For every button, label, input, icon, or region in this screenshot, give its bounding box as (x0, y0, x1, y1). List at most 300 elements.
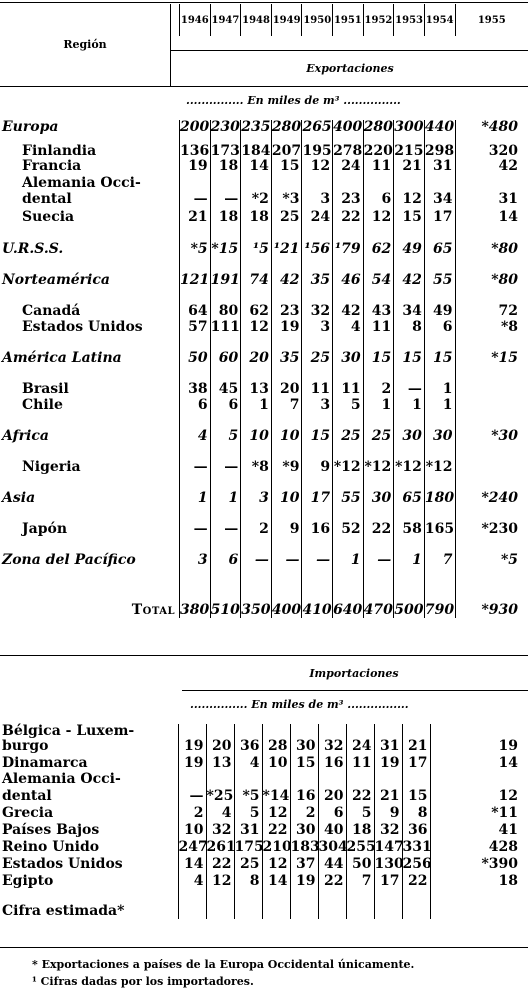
cell-value (374, 889, 402, 919)
cell-value: 298 (424, 135, 455, 159)
cell-value (180, 174, 211, 191)
cell-value: *5 (455, 537, 528, 568)
total-value: 350 (241, 568, 272, 618)
table-row (0, 397, 528, 413)
cell-value: 15 (394, 335, 425, 366)
cell-value: 22 (262, 821, 290, 838)
table-row (0, 537, 528, 568)
cell-value (206, 724, 234, 739)
cell-value: 25 (333, 413, 364, 444)
total-label: Total (131, 602, 176, 618)
cell-value: 52 (333, 506, 364, 537)
cell-value: 22 (206, 855, 234, 872)
top-rule (0, 2, 528, 3)
cell-value (346, 724, 374, 739)
cell-value: 62 (363, 225, 394, 257)
year-col: 1953 (394, 4, 425, 36)
cell-value: 11 (346, 754, 374, 771)
table-row (0, 207, 528, 225)
cell-value: *12 (394, 444, 425, 475)
cell-value: 12 (302, 159, 333, 174)
cell-value: 80 (210, 288, 241, 319)
cell-value: — (178, 787, 206, 804)
cell-value (290, 771, 318, 787)
cell-value: 19 (271, 319, 302, 335)
cell-value: 6 (180, 397, 211, 413)
cell-value (346, 889, 374, 919)
cell-value: 38 (180, 366, 211, 397)
cell-value: 14 (178, 855, 206, 872)
cell-value (262, 889, 290, 919)
table-row (0, 804, 528, 821)
cell-value: 195 (302, 135, 333, 159)
cell-value: 19 (290, 872, 318, 889)
cell-value: *80 (455, 225, 528, 257)
cell-value: 24 (302, 207, 333, 225)
cell-value: — (210, 444, 241, 475)
row-label: Francia (22, 158, 82, 174)
cell-value (455, 366, 528, 397)
row-label: Alemania Occi- (2, 771, 121, 787)
cell-value: *11 (430, 804, 528, 821)
cell-value: *15 (455, 335, 528, 366)
cell-value: 30 (363, 475, 394, 506)
row-label: Estados Unidos (2, 856, 123, 872)
exports-title: Exportaciones (306, 62, 394, 75)
cell-value: 10 (178, 821, 206, 838)
cell-value (455, 397, 528, 413)
cell-value: 5 (346, 804, 374, 821)
cell-value: ¹21 (271, 225, 302, 257)
cell-value: 440 (424, 119, 455, 135)
row-label: dental (2, 788, 52, 804)
cell-value: — (241, 537, 272, 568)
cell-value: 42 (455, 159, 528, 174)
year-col: 1952 (363, 4, 394, 36)
cell-value: 278 (333, 135, 364, 159)
cell-value (424, 174, 455, 191)
cell-value: 10 (262, 754, 290, 771)
cell-value: 55 (424, 257, 455, 288)
table-row (0, 506, 528, 537)
cell-value (374, 724, 402, 739)
cell-value (178, 724, 206, 739)
cell-value (318, 889, 346, 919)
cell-value: 15 (290, 754, 318, 771)
cell-value: 191 (210, 257, 241, 288)
cell-value: 18 (430, 872, 528, 889)
cell-value: 2 (363, 366, 394, 397)
row-label: Estados Unidos (22, 319, 143, 335)
cell-value: 24 (346, 739, 374, 754)
cell-value: 41 (430, 821, 528, 838)
row-label: Norteamérica (2, 272, 110, 288)
cell-value: 15 (402, 787, 430, 804)
cell-value: 28 (262, 739, 290, 754)
cell-value: 4 (234, 754, 262, 771)
cell-value: 13 (206, 754, 234, 771)
cell-value (346, 771, 374, 787)
cell-value: 265 (302, 119, 332, 135)
table-row (0, 724, 528, 739)
year-col: 1948 (241, 4, 272, 36)
exports-unit: ............... En miles de m³ ............... (186, 94, 401, 107)
year-col: 1951 (333, 4, 364, 36)
exports-table (0, 120, 528, 618)
cell-value: 50 (180, 335, 211, 366)
cell-value: 60 (210, 335, 241, 366)
cell-value: — (180, 506, 211, 537)
cell-value: — (302, 537, 333, 568)
cell-value: 2 (178, 804, 206, 821)
total-value: 410 (302, 568, 333, 618)
cell-value: 331 (402, 839, 432, 855)
row-label: Brasil (22, 381, 69, 397)
cell-value (302, 174, 333, 191)
cell-value: 23 (271, 288, 302, 319)
cell-value: 1 (333, 537, 364, 568)
row-label: Suecia (22, 209, 75, 225)
cell-value: 256 (402, 856, 432, 872)
cell-value: 6 (210, 537, 241, 568)
cell-value: 32 (374, 821, 402, 838)
cell-value: 15 (424, 335, 455, 366)
cell-value (402, 771, 430, 787)
cell-value: 121 (180, 257, 211, 288)
cell-value: 4 (206, 804, 234, 821)
cell-value: 20 (271, 366, 302, 397)
cell-value (455, 444, 528, 475)
row-label: Dinamarca (2, 755, 88, 771)
cell-value: 18 (210, 159, 241, 174)
cell-value: 23 (333, 191, 364, 207)
cell-value: 57 (180, 319, 211, 335)
cell-value: 25 (363, 413, 394, 444)
total-value: 790 (424, 568, 455, 618)
table-row (0, 257, 528, 288)
cell-value: 8 (394, 319, 425, 335)
cell-value: 19 (430, 739, 528, 754)
cell-value: 1 (394, 537, 425, 568)
table-row (0, 754, 528, 771)
cell-value: 21 (402, 739, 430, 754)
cell-value: 6 (210, 397, 241, 413)
table-row (0, 120, 528, 135)
cell-value: — (180, 444, 211, 475)
cell-value (318, 771, 346, 787)
cell-value: 12 (262, 804, 290, 821)
cell-value: 136 (180, 135, 211, 159)
cell-value (402, 889, 430, 919)
cell-value: 14 (455, 207, 528, 225)
cell-value: *390 (430, 855, 528, 872)
cell-value: 6 (318, 804, 346, 821)
cell-value: 4 (178, 872, 206, 889)
cell-value (271, 174, 302, 191)
cell-value (206, 889, 234, 919)
cell-value (430, 724, 528, 739)
cell-value: 19 (178, 739, 206, 754)
header-divider (170, 4, 171, 86)
cell-value: 22 (363, 506, 394, 537)
cell-value: 42 (333, 288, 364, 319)
cell-value: 3 (302, 191, 333, 207)
table-row (0, 771, 528, 787)
cell-value: 6 (363, 191, 394, 207)
cell-value: — (180, 191, 211, 207)
cell-value (262, 724, 290, 739)
cell-value: 25 (302, 335, 333, 366)
table-row (0, 288, 528, 319)
imports-header-rule (182, 690, 528, 691)
cell-value: 111 (210, 319, 240, 335)
cell-value: 46 (333, 257, 364, 288)
cell-value: 15 (271, 159, 302, 174)
cell-value: 21 (374, 787, 402, 804)
cell-value: 1 (394, 397, 425, 413)
row-label: Países Bajos (2, 822, 100, 838)
cell-value: 19 (374, 754, 402, 771)
cell-value: 30 (394, 413, 425, 444)
cell-value: *5 (234, 787, 262, 804)
cell-value: 40 (318, 821, 346, 838)
cell-value: 74 (241, 257, 272, 288)
cell-value: 21 (394, 159, 425, 174)
cell-value: 22 (402, 872, 430, 889)
cell-value: 31 (455, 191, 528, 207)
cell-value (178, 771, 206, 787)
cell-value: 17 (424, 207, 455, 225)
cell-value: ¹5 (241, 225, 272, 257)
cell-value: 2 (241, 506, 272, 537)
cell-value: 3 (302, 319, 333, 335)
cell-value: 5 (210, 413, 241, 444)
cell-value: 1 (210, 475, 241, 506)
cell-value: 36 (402, 821, 430, 838)
cell-value: 173 (210, 135, 241, 159)
cell-value: 261 (206, 839, 236, 855)
cell-value: 45 (210, 366, 241, 397)
table-row (0, 787, 528, 804)
table-row (0, 335, 528, 366)
cell-value: 19 (178, 754, 206, 771)
cell-value: 12 (206, 872, 234, 889)
cell-value: 2 (290, 804, 318, 821)
cell-value: 400 (333, 119, 363, 135)
cell-value: 6 (424, 319, 455, 335)
table-row (0, 821, 528, 838)
cell-value: 17 (402, 754, 430, 771)
table-row (0, 366, 528, 397)
cell-value: 21 (180, 207, 211, 225)
row-label: Reino Unido (2, 839, 100, 855)
cell-value: 12 (363, 207, 394, 225)
cell-value: 207 (271, 135, 302, 159)
table-row (0, 872, 528, 889)
table-row (0, 413, 528, 444)
cell-value: — (210, 506, 241, 537)
cell-value: 1 (424, 366, 455, 397)
row-label: Zona del Pacífico (2, 552, 136, 568)
cell-value: — (394, 366, 425, 397)
cell-value: 235 (241, 119, 271, 135)
cell-value: 15 (363, 335, 394, 366)
cell-value: 1 (241, 397, 272, 413)
imports-title: Importaciones (309, 667, 399, 680)
exports-header-rule (0, 86, 528, 87)
header-rule (170, 50, 528, 51)
cell-value: 184 (241, 135, 272, 159)
row-label: Europa (2, 119, 59, 135)
cell-value: 175 (234, 839, 264, 855)
cell-value: 50 (346, 855, 374, 872)
cell-value: *25 (206, 788, 234, 804)
footnote-importers: ¹ Cifras dadas por los importadores. (32, 975, 254, 988)
footnote-estimated: * Exportaciones a países de la Europa Occidental únicamente. (32, 958, 415, 971)
cell-value (234, 889, 262, 919)
cell-value: *8 (455, 319, 528, 335)
cell-value: 10 (271, 413, 302, 444)
cell-value: 220 (363, 135, 394, 159)
cell-value: 42 (271, 257, 302, 288)
cell-value: 35 (271, 335, 302, 366)
cell-value: 13 (241, 366, 272, 397)
cell-value: 55 (333, 475, 364, 506)
cell-value: 65 (394, 475, 425, 506)
cell-value: 22 (346, 787, 374, 804)
row-label: Nigeria (22, 459, 81, 475)
cell-value: *240 (455, 475, 528, 506)
table-row (0, 159, 528, 174)
cell-value: 31 (374, 739, 402, 754)
cell-value: 17 (374, 872, 402, 889)
row-label: dental (22, 191, 72, 207)
cell-value: 8 (234, 872, 262, 889)
cell-value: 12 (394, 191, 425, 207)
row-label: Finlandia (22, 143, 97, 159)
total-value: 510 (210, 568, 241, 618)
cell-value: 14 (430, 754, 528, 771)
imports-table (0, 724, 528, 919)
year-col: 1955 (455, 4, 528, 36)
row-label: burgo (2, 738, 49, 754)
cell-value: 35 (302, 257, 333, 288)
cell-value: 183 (290, 839, 320, 855)
table-row (0, 739, 528, 754)
cell-value: *12 (363, 444, 394, 475)
cell-value: 16 (318, 754, 346, 771)
cell-value: 5 (234, 804, 262, 821)
row-label: U.R.S.S. (2, 241, 64, 257)
year-col: 1954 (424, 4, 455, 36)
bottom-rule (0, 947, 528, 948)
cell-value: *80 (455, 257, 528, 288)
cell-value (262, 771, 290, 787)
cell-value (241, 174, 272, 191)
cell-value: 3 (180, 537, 211, 568)
cell-value: 54 (363, 257, 394, 288)
total-value: *930 (455, 568, 528, 618)
cell-value: *14 (262, 788, 290, 804)
cell-value: *2 (241, 191, 272, 207)
row-label: Africa (2, 428, 49, 444)
cell-value (178, 889, 206, 919)
cell-value (455, 174, 528, 191)
cell-value: *9 (271, 444, 302, 475)
cell-value (290, 724, 318, 739)
table-row (0, 475, 528, 506)
cell-value: 14 (241, 159, 272, 174)
cell-value: 10 (271, 475, 302, 506)
cell-value: 4 (180, 413, 211, 444)
cell-value (206, 771, 234, 787)
cell-value: 11 (363, 319, 394, 335)
cell-value: 64 (180, 288, 211, 319)
cell-value: — (363, 537, 394, 568)
table-row (0, 855, 528, 872)
cell-value: *15 (210, 225, 241, 257)
cell-value: — (271, 537, 302, 568)
total-value: 500 (394, 568, 425, 618)
cell-value: *8 (241, 444, 272, 475)
cell-value: 10 (241, 413, 272, 444)
cell-value: 200 (180, 119, 210, 135)
region-header: Región (63, 38, 107, 51)
total-row (0, 568, 528, 618)
cell-value (374, 771, 402, 787)
cell-value: 9 (271, 506, 302, 537)
cell-value: 15 (394, 207, 425, 225)
table-row (0, 319, 528, 335)
cell-value: 43 (363, 288, 394, 319)
cell-value (234, 724, 262, 739)
cell-value (290, 889, 318, 919)
cell-value: 16 (302, 506, 333, 537)
row-label: América Latina (2, 350, 122, 366)
cell-value: 19 (180, 159, 211, 174)
cell-value: 7 (424, 537, 455, 568)
table-row (0, 135, 528, 159)
total-value: 640 (333, 568, 364, 618)
cell-value: 32 (318, 739, 346, 754)
table-row (0, 889, 528, 919)
year-col: 1950 (302, 4, 333, 36)
cell-value: 58 (394, 506, 425, 537)
cell-value: 1 (180, 475, 211, 506)
table-row (0, 191, 528, 207)
cell-value: *5 (180, 225, 211, 257)
cell-value: 20 (241, 335, 272, 366)
year-col: 1949 (271, 4, 302, 36)
cell-value: 5 (333, 397, 364, 413)
cell-value: ¹79 (333, 225, 364, 257)
cell-value: 22 (333, 207, 364, 225)
cell-value: 1 (363, 397, 394, 413)
cell-value: 18 (210, 207, 241, 225)
cell-value: ¹56 (302, 225, 333, 257)
cell-value: 36 (234, 739, 262, 754)
cell-value (363, 174, 394, 191)
cell-value: 34 (424, 191, 455, 207)
cell-value: 247 (178, 839, 208, 855)
cell-value: 210 (262, 839, 292, 855)
table-row (0, 174, 528, 191)
cell-value (430, 771, 528, 787)
cell-value: 65 (424, 225, 455, 257)
cell-value: 20 (318, 787, 346, 804)
cell-value: 280 (271, 119, 302, 135)
cell-value: 230 (210, 119, 240, 135)
